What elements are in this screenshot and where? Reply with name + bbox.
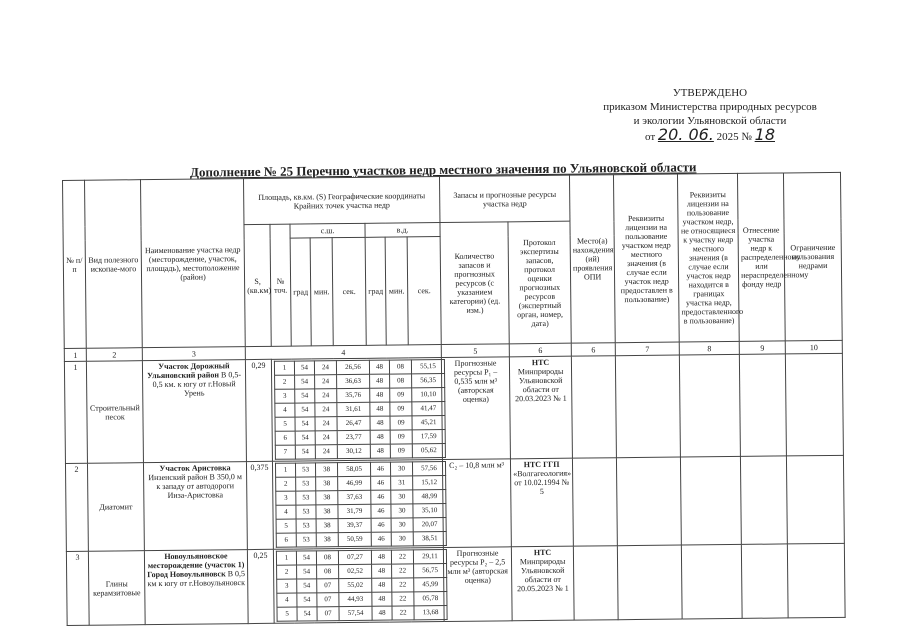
coord-deg-lat: 53 [296,519,316,533]
coord-sec-lon: 57,56 [412,461,445,475]
coord-min-lat: 07 [317,607,339,621]
coord-sec-lon: 29,11 [413,549,446,563]
coordinate-row [277,605,447,621]
coord-min-lon: 30 [391,518,413,532]
approval-date-prefix: от [644,131,656,143]
coord-sec-lat: 55,02 [339,578,372,592]
column-number: 1 [64,348,86,361]
coord-deg-lon: 48 [370,430,390,444]
coord-deg-lat: 54 [295,417,315,431]
point-number: 2 [275,375,295,389]
empty-details-notrel-cell [681,544,742,619]
point-number: 4 [276,505,296,519]
coord-sec-lon: 20,07 [413,517,446,531]
header-area-group: Площадь, кв.км. (S) Географические координаты Крайних точек участка недр [243,177,440,225]
header-lat-min: мин. [310,238,333,346]
coord-deg-lat: 54 [297,593,317,607]
coord-deg-lat: 53 [296,505,316,519]
table-cell [273,548,444,624]
header-details-use: Реквизиты лицензии на пользование участком недр местного значения (в случае если участок недр предоставлен в пользование) [614,174,680,343]
coord-min-lat: 24 [315,445,337,459]
approval-line-2: и экологии Ульяновской области [633,115,787,127]
point-number: 4 [275,403,295,417]
coord-deg-lat: 53 [296,477,316,491]
table-cell [245,359,272,461]
point-number: 5 [275,417,295,431]
register-body [64,353,845,625]
point-number: 1 [275,463,295,477]
coord-deg-lon: 48 [369,360,389,374]
coord-min-lat: 38 [316,491,338,505]
coord-min-lon: 22 [392,564,414,578]
header-lat-deg: град [290,238,311,346]
point-number: 2 [276,477,296,491]
table-cell [441,357,510,460]
header-lat: с.ш. [290,223,365,238]
coord-deg-lon: 48 [372,592,392,606]
coord-min-lon: 08 [390,374,412,388]
header-s: S, (кв.км) [244,224,271,346]
row-number: 2 [74,464,79,474]
coord-sec-lat: 26,47 [337,416,370,430]
coordinate-row [275,444,445,460]
coord-min-lon: 09 [390,444,412,458]
coord-min-lat: 24 [315,389,337,403]
coord-deg-lon: 48 [372,578,392,592]
coord-min-lon: 09 [390,416,412,430]
reserves-amount: C₂ – 10,8 млн м³ [449,460,505,470]
header-lon-deg: град [365,237,386,345]
empty-details-use-cell [617,457,682,546]
protocol-body: НТС [533,547,552,558]
header-details-notrel: Реквизиты лицензии на пользование участком недр, не относящиеся к участку недр местного значения (в случае если участок недр находится в границах участка недр, предоставленного в пользование) [678,173,740,342]
coord-min-lon: 09 [390,388,412,402]
header-point-no: № точ. [270,224,291,346]
coord-deg-lon: 48 [370,374,390,388]
row-number: 3 [75,552,80,562]
table-cell [64,361,87,463]
empty-fund-cell [741,456,788,544]
mineral-type: Глины керамзитовые [93,578,141,598]
approval-date-handwritten: 20. 06. [657,125,714,144]
coord-min-lon: 30 [391,490,413,504]
empty-details-notrel-cell [679,354,740,457]
coord-min-lat: 07 [317,579,339,593]
coord-min-lat: 38 [316,505,338,519]
table-cell [443,459,512,548]
coord-deg-lon: 48 [370,416,390,430]
point-number: 3 [275,389,295,403]
coord-sec-lat: 07,27 [338,550,371,564]
table-row [65,455,844,551]
coord-min-lon: 08 [389,360,411,374]
header-protocol: Протокол экспертизы запасов, протокол оценки прогнозных ресурсов (экспертный орган, номер, дата) [508,221,571,344]
point-number: 3 [277,579,297,593]
coord-deg-lat: 54 [295,445,315,459]
approval-number-handwritten: 18 [754,125,775,144]
point-number: 2 [277,565,297,579]
coord-min-lat: 24 [315,417,337,431]
point-number: 6 [276,533,296,547]
coord-min-lon: 30 [390,462,412,476]
site-name: Участок Аристовка [159,463,231,473]
coord-min-lat: 24 [315,403,337,417]
protocol-details: «Волгагеология» от 10.02.1994 № 5 [513,468,572,497]
point-number: 1 [276,551,296,565]
empty-restrict-cell [787,543,845,618]
coord-sec-lon: 05,62 [412,444,445,458]
protocol-details: Минприроды Ульяновской области от 20.05.2023 № 1 [517,556,569,594]
coord-min-lat: 24 [315,375,337,389]
coord-min-lon: 31 [391,476,413,490]
coord-deg-lat: 54 [294,361,314,375]
coord-sec-lon: 38,51 [413,531,446,545]
table-cell [88,551,145,626]
coord-min-lat: 38 [316,477,338,491]
coord-sec-lon: 41,47 [412,402,445,416]
coord-deg-lon: 46 [371,518,391,532]
header-reserves-amount: Количество запасов и прогнозных ресурсов (с указанием категории) (ед. изм.) [440,222,509,345]
approval-stamp [580,86,840,144]
table-cell [246,461,273,549]
coord-min-lon: 30 [391,532,413,546]
mineral-type: Строительный песок [89,402,140,422]
coord-sec-lat: 31,61 [337,402,370,416]
coord-min-lon: 30 [391,504,413,518]
header-type: Вид полезного ископае-мого [85,180,143,349]
coord-min-lat: 24 [315,431,337,445]
coordinate-row [276,531,446,547]
table-cell [443,547,512,622]
table-cell [271,358,442,462]
coord-sec-lat: 31,79 [338,504,371,518]
coord-deg-lat: 54 [296,551,316,565]
table-cell [272,460,443,550]
point-number: 1 [274,361,294,375]
approval-line-1: приказом Министерства природных ресурсов [603,101,817,113]
table-cell [247,549,274,623]
approval-title: УТВЕРЖДЕНО [672,87,748,99]
table-cell [511,546,574,621]
coord-sec-lat: 50,59 [338,532,371,546]
protocol-details: Минприроды Ульяновской области от 20.03.2023 № 1 [515,366,567,404]
coordinates-table [275,461,447,548]
table-row [64,353,843,463]
empty-fund-cell [739,354,786,456]
header-lat-sec: сек. [332,237,366,345]
coord-sec-lon: 13,68 [414,605,447,619]
table-cell [86,361,143,464]
coord-deg-lon: 46 [371,532,391,546]
reserves-amount: Прогнозные ресурсы P₂ – 2,5 млн м³ (авторская оценка) [447,548,509,585]
coord-min-lon: 22 [392,606,414,620]
coord-min-lon: 09 [390,430,412,444]
column-number: 9 [739,341,785,354]
point-number: 6 [275,431,295,445]
coord-deg-lon: 46 [371,490,391,504]
coord-sec-lat: 35,76 [337,388,370,402]
coord-deg-lat: 54 [295,431,315,445]
approval-date-line [580,125,840,144]
empty-location-cell [573,458,618,546]
coord-min-lon: 22 [391,550,413,564]
coord-min-lat: 08 [316,551,338,565]
point-number: 3 [276,491,296,505]
coord-min-lat: 07 [317,593,339,607]
coord-deg-lon: 48 [372,606,392,620]
coord-min-lat: 08 [317,565,339,579]
empty-location-cell [573,546,618,620]
coord-deg-lat: 53 [296,533,316,547]
coord-deg-lat: 54 [295,375,315,389]
approval-year-number: 2025 № [716,131,752,143]
coord-sec-lon: 10,10 [412,388,445,402]
coord-sec-lat: 57,54 [339,606,372,620]
site-area: 0,375 [250,462,269,473]
site-name: Участок Дорожный Ульяновский район [147,361,230,381]
coord-min-lat: 38 [315,463,337,477]
site-area: 0,29 [251,360,266,371]
coord-min-lon: 09 [390,402,412,416]
coord-deg-lat: 54 [295,389,315,403]
column-number: 8 [679,341,739,355]
table-cell [66,551,89,625]
column-number: 10 [785,340,842,354]
empty-details-use-cell [617,545,682,620]
coord-sec-lon: 48,99 [413,489,446,503]
point-number: 5 [277,607,297,621]
table-cell [511,458,574,547]
coord-deg-lon: 48 [370,388,390,402]
coord-sec-lat: 46,99 [338,476,371,490]
coord-deg-lon: 48 [372,564,392,578]
coord-sec-lat: 30,12 [337,444,370,458]
coord-min-lat: 38 [316,533,338,547]
column-number: 7 [615,342,679,356]
column-number: 3 [142,347,245,361]
header-location: Место(а) нахождения (ий) проявления ОПИ [570,175,616,343]
header-restrict: Ограничение пользования недрами [784,172,843,341]
coord-deg-lat: 54 [295,403,315,417]
coord-sec-lon: 56,75 [414,563,447,577]
empty-details-notrel-cell [681,456,742,545]
coord-min-lat: 24 [314,361,336,375]
reserves-amount: Прогнозные ресурсы P₁ – 0,535 млн м³ (авторская оценка) [453,358,498,404]
header-fund: Отнесение участка недр к распределенному или нераспределенному фонду недр [738,173,786,341]
site-location: В 0,5 км к югу от г.Новоульяновск [147,569,246,589]
header-lon-sec: сек. [407,237,441,345]
column-number: 6 [509,343,571,357]
empty-details-use-cell [615,355,680,458]
coord-deg-lon: 46 [371,476,391,490]
coord-sec-lat: 23,77 [337,430,370,444]
table-cell [65,463,88,551]
column-number: 4 [245,345,441,360]
coord-sec-lon: 45,21 [412,416,445,430]
site-location: Инзенский район В 350,0 м к западу от автодороги Инза-Аристовка [148,472,242,500]
column-number: 2 [86,348,142,362]
coord-sec-lat: 26,56 [336,360,369,374]
site-location: В 0,5-0,5 км. к югу от г.Новый Урень [152,370,242,398]
coord-sec-lon: 55,15 [411,360,444,374]
coordinates-table [276,549,448,622]
coord-sec-lon: 35,10 [413,503,446,517]
register-sheet [62,172,845,626]
empty-fund-cell [741,544,788,618]
coord-sec-lat: 02,52 [339,564,372,578]
empty-restrict-cell [785,353,843,456]
coord-deg-lon: 48 [371,550,391,564]
site-area: 0,25 [253,550,268,561]
coord-deg-lat: 54 [297,565,317,579]
coord-sec-lon: 05,78 [414,591,447,605]
header-no: № п/п [63,180,87,348]
point-number: 4 [277,593,297,607]
protocol-body: НТС [531,357,550,368]
table-cell [509,356,572,459]
register-table [62,172,846,626]
site-name: Новоульяновское месторождение (участок 1) Город Новоульяновск [147,551,245,580]
coord-sec-lat: 58,05 [337,462,370,476]
table-row [66,543,845,625]
coord-min-lat: 38 [316,519,338,533]
coord-min-lon: 22 [392,592,414,606]
coordinates-table [274,359,446,460]
coord-sec-lon: 45,99 [414,577,447,591]
coord-sec-lat: 37,63 [338,490,371,504]
coord-sec-lon: 15,12 [413,475,446,489]
coord-sec-lon: 17,59 [412,430,445,444]
table-cell [142,360,246,463]
coord-sec-lon: 56,35 [412,374,445,388]
table-cell [87,463,144,552]
coord-deg-lon: 46 [370,462,390,476]
header-lon-min: мин. [385,237,408,345]
coord-deg-lat: 53 [296,491,316,505]
header-lon: в.д. [365,223,440,238]
row-number: 1 [73,362,78,372]
point-number: 5 [276,519,296,533]
coord-sec-lat: 44,93 [339,592,372,606]
empty-location-cell [571,356,616,458]
mineral-type: Диатомит [99,502,133,512]
document-title: Дополнение № 25 Перечню участков недр местного значения по Ульяновской области [189,159,697,180]
coord-min-lon: 22 [392,578,414,592]
table-cell [144,550,248,625]
column-number: 5 [441,344,509,358]
point-number: 7 [275,445,295,459]
coord-deg-lat: 53 [295,463,315,477]
coord-sec-lat: 39,37 [338,518,371,532]
coord-sec-lat: 36,63 [337,374,370,388]
coord-deg-lon: 48 [370,402,390,416]
table-cell [143,462,247,551]
empty-restrict-cell [787,455,845,544]
header-reserves-group: Запасы и прогнозные ресурсы участка недр [440,175,570,222]
coord-deg-lat: 54 [297,579,317,593]
column-number: 6 [571,343,615,356]
coord-deg-lat: 54 [297,607,317,621]
protocol-body: НТС ГГП [523,459,560,470]
header-name: Наименование участка недр (месторождение, участок, площадь), местоположение (район) [141,179,246,348]
coord-deg-lon: 48 [370,444,390,458]
coord-deg-lon: 46 [371,504,391,518]
